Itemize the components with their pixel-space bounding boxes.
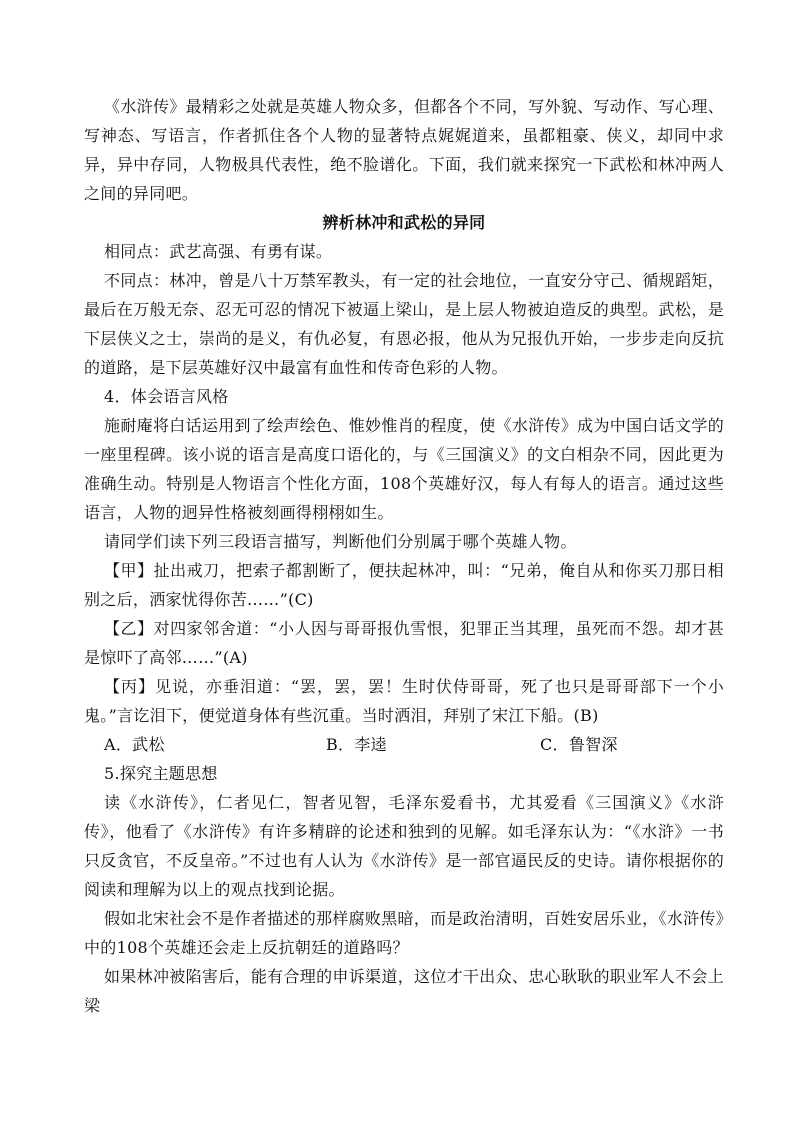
section4-paragraph: 施耐庵将白话运用到了绘声绘色、惟妙惟肖的程度，使《水浒传》成为中国白话文学的一座里程碑。该小说的语言是高度口语化的，与《三国演义》的文白相杂不同，因此更为准确生动。特别是人物语言个性化方面，108个英雄好汉，每人有每人的语言。通过这些语言，人物的迥异性格被刻画得栩栩如生。 (84, 416, 724, 522)
instruction-paragraph: 请同学们读下列三段语言描写，判断他们分别属于哪个英雄人物。 (104, 532, 577, 551)
section5-paragraph-1: 读《水浒传》，仁者见仁，智者见智，毛泽东爱看书，尤其爱看《三国演义》《水浒传》，他看了《水浒传》有许多精辟的论述和独到的见解。如毛泽东认为：“《水浒》一书只反贪官，不反皇帝。”不过也有人认为《水浒传》是一部官逼民反的史诗。请你根据你的阅读和理解为以上的观点找到论据。 (84, 793, 724, 899)
option-c: C．鲁智深 (540, 735, 618, 754)
passage-jia: 【甲】扯出戒刀，把索子都割断了，便扶起林冲，叫：“兄弟，俺自从和你买刀那日相别之后，洒家忧得你苦……”(C) (84, 561, 724, 609)
intro-paragraph: 《水浒传》最精彩之处就是英雄人物众多，但都各个不同，写外貌、写动作、写心理、写神态、写语言，作者抓住各个人物的显著特点娓娓道来，虽都粗豪、侠义，却同中求异，异中存同，人物极具代表性，绝不脸谱化。下面，我们就来探究一下武松和林冲两人之间的异同吧。 (84, 97, 724, 203)
option-a: A．武松 (104, 735, 165, 754)
section5-paragraph-2: 假如北宋社会不是作者描述的那样腐败黑暗，而是政治清明，百姓安居乐业，《水浒传》中的108个英雄还会走上反抗朝廷的道路吗？ (84, 909, 724, 957)
section5-title: 5.探究主题思想 (104, 764, 218, 783)
similarity-paragraph: 相同点：武艺高强、有勇有谋。 (104, 242, 333, 261)
passage-yi: 【乙】对四家邻舍道：“小人因与哥哥报仇雪恨，犯罪正当其理，虽死而不怨。却才甚是惊吓了高邻……”(A) (84, 619, 724, 667)
section-heading: 辨析林冲和武松的异同 (322, 213, 486, 232)
answer-options (84, 730, 724, 759)
section4-title: 4．体会语言风格 (104, 387, 229, 406)
difference-paragraph: 不同点：林冲，曾是八十万禁军教头，有一定的社会地位，一直安分守己、循规蹈矩，最后在万般无奈、忍无可忍的情况下被逼上梁山，是上层人物被迫造反的典型。武松，是下层侠义之士，崇尚的是义，有仇必复，有恩必报，他从为兄报仇开始，一步步走向反抗的道路，是下层英雄好汉中最富有血性和传奇色彩的人物。 (84, 271, 724, 377)
section5-paragraph-3: 如果林冲被陷害后，能有合理的申诉渠道，这位才干出众、忠心耿耿的职业军人不会上梁 (84, 967, 724, 1015)
passage-bing: 【丙】见说，亦垂泪道：“罢，罢，罢！生时伏侍哥哥，死了也只是哥哥部下一个小鬼。”言讫泪下，便觉道身体有些沉重。当时洒泪，拜别了宋江下船。(B) (84, 677, 724, 725)
option-b: B．李逵 (326, 735, 387, 754)
document-body (84, 92, 724, 1020)
